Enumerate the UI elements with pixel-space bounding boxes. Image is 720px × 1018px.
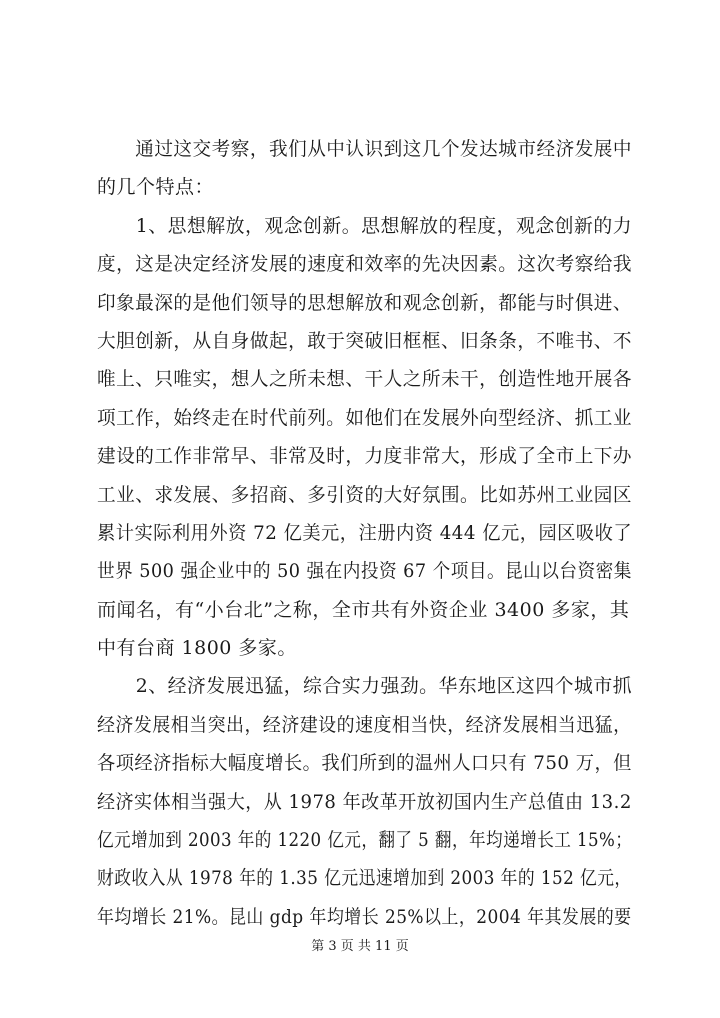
text-line: 通过这交考察，我们从中认识到这几个发达城市经济发展中: [97, 138, 633, 160]
text-line: 项工作，始终走在时代前列。如他们在发展外向型经济、抓工业: [97, 406, 633, 429]
text-line: 世界 500 强企业中的 50 强在内投资 67 个项目。昆山以台资密集: [97, 560, 632, 583]
text-line: 亿元增加到 2003 年的 1220 亿元，翻了 5 翻，年均递增长工 15%；: [97, 829, 633, 852]
text-line: 印象最深的是他们领导的思想解放和观念创新，都能与时俱进、: [97, 291, 633, 314]
text-line: 中有台商 1800 多家。: [97, 637, 297, 660]
text-line: 累计实际利用外资 72 亿美元，注册内资 444 亿元，园区吸收了: [97, 521, 633, 544]
text-line: 唯上、只唯实，想人之所未想、干人之所未干，创造性地开展各: [97, 368, 633, 391]
text-line: 财政收入从 1978 年的 1.35 亿元迅速增加到 2003 年的 152 亿元，: [97, 867, 632, 890]
text-line: 度，这是决定经济发展的速度和效率的先决因素。这次考察给我: [97, 253, 633, 276]
text-line: 各项经济指标大幅度增长。我们所到的温州人口只有 750 万，但: [97, 752, 632, 775]
text-line: 经济发展相当突出，经济建设的速度相当快，经济发展相当迅猛，: [97, 713, 632, 736]
text-line: 工业、求发展、多招商、多引资的大好氛围。比如苏州工业园区: [97, 483, 633, 506]
text-line: 年均增长 21%。昆山 gdp 年均增长 25%以上，2004 年其发展的要: [97, 905, 632, 928]
text-line: 而闻名，有“小台北”之称，全市共有外资企业 3400 多家，其: [97, 598, 630, 621]
page-number-footer: 第 3 页 共 11 页: [311, 939, 409, 954]
text-line: 建设的工作非常早、非常及时，力度非常大，形成了全市上下办: [97, 445, 633, 468]
document-body: [97, 130, 632, 936]
text-line: 2、经济发展迅猛，综合实力强劲。华东地区这四个城市抓: [97, 675, 633, 698]
text-line: 的几个特点：: [97, 176, 215, 199]
text-line: 1、思想解放，观念创新。思想解放的程度，观念创新的力: [97, 214, 633, 237]
text-line: 大胆创新，从自身做起，敢于突破旧框框、旧条条，不唯书、不: [97, 329, 633, 352]
text-line: 经济实体相当强大，从 1978 年改革开放初国内生产总值由 13.2: [97, 790, 632, 813]
